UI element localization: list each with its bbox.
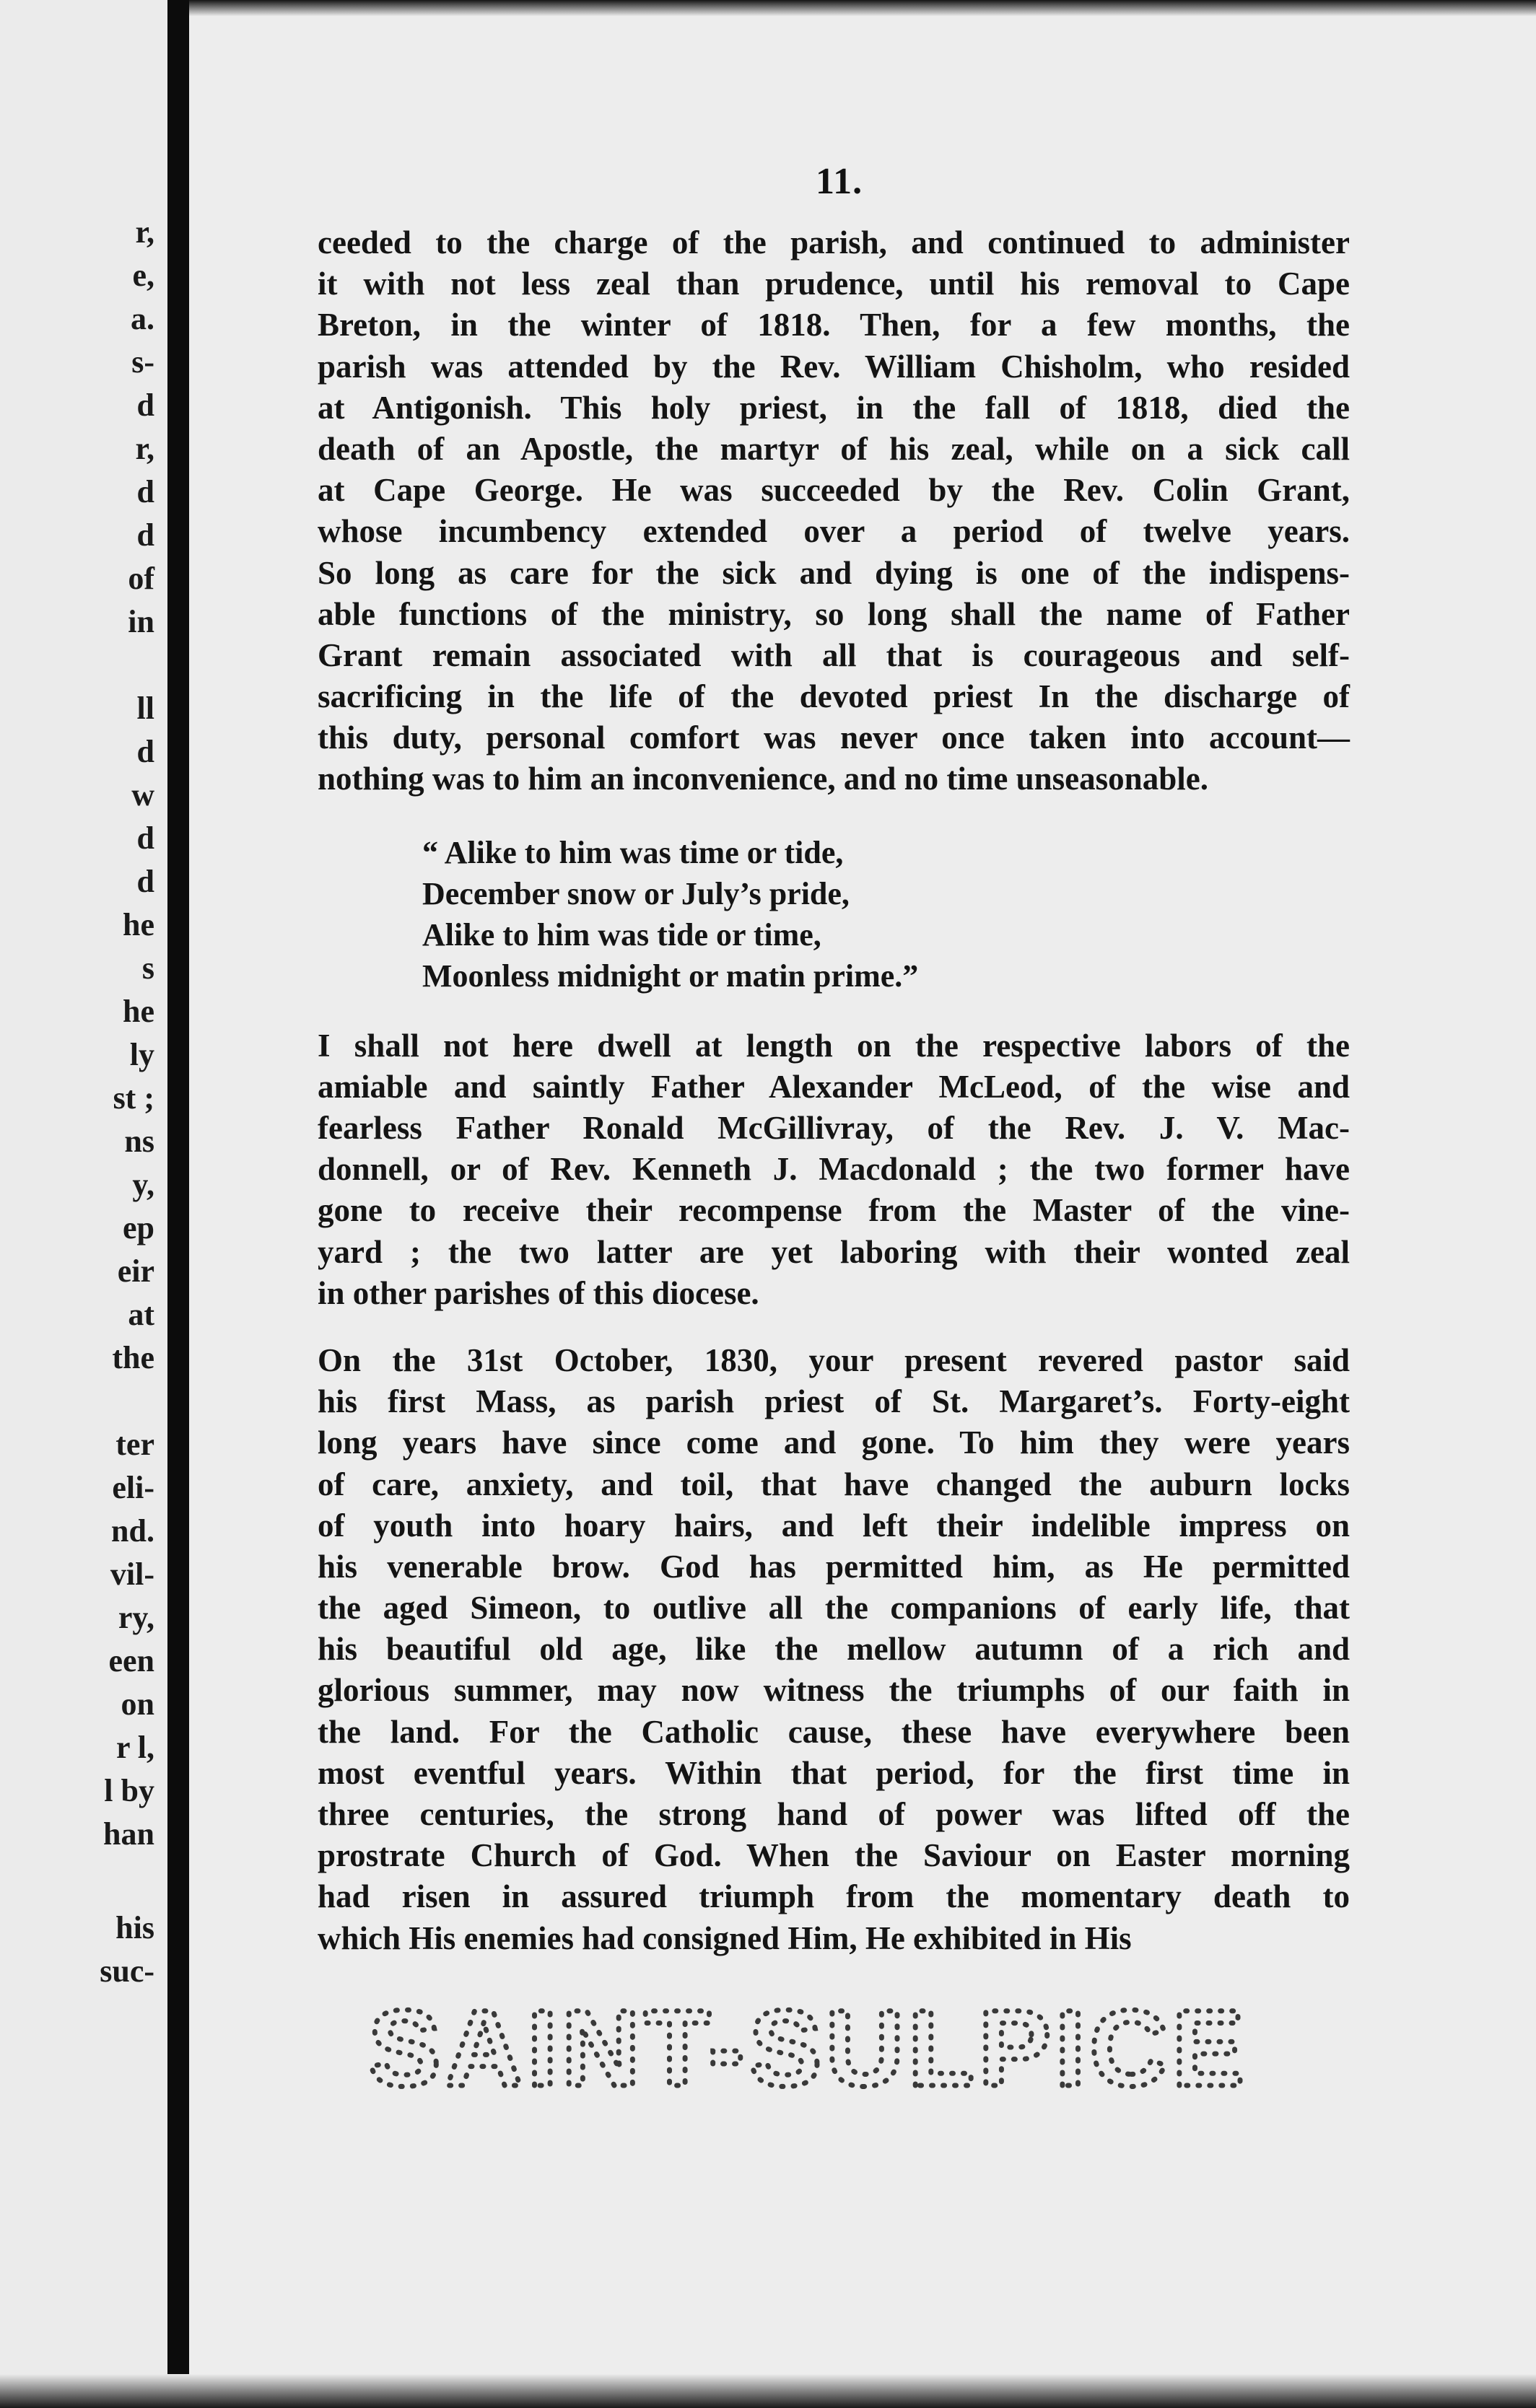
text-line: nothing was to him an inconvenience, and no time unseasonable. [318, 761, 1208, 797]
previous-page-fragment: l by [104, 1773, 154, 1808]
previous-page-fragment: a. [131, 301, 154, 336]
previous-page-fragment: y, [132, 1167, 154, 1202]
text-line: whose incumbency extended over a period of twelve years. [318, 513, 1350, 550]
text-line: which His enemies had consigned Him, He exhibited in His [318, 1919, 1132, 1956]
paragraph-1 [318, 222, 1350, 800]
previous-page-fragment: een [108, 1643, 154, 1678]
previous-page-fragment: w [131, 777, 154, 813]
previous-page-fragment: s [141, 950, 154, 986]
verse-line: December snow or July’s pride, [422, 875, 850, 911]
paragraph-3 [318, 1340, 1350, 1959]
text-line: the aged Simeon, to outlive all the companions of early life, that [318, 1590, 1350, 1627]
text-line: long years have since come and gone. To him they were years [318, 1424, 1350, 1461]
previous-page-fragment: suc- [100, 1953, 154, 1989]
previous-page-fragment: of [128, 561, 154, 596]
previous-page-fragment: d [136, 388, 154, 423]
text-line: So long as care for the sick and dying is one of the indispens- [318, 554, 1350, 591]
text-line: glorious summer, may now witness the triumphs of our faith in [318, 1672, 1350, 1709]
text-line: his first Mass, as parish priest of St. Margaret’s. Forty-eight [318, 1383, 1350, 1420]
text-line: prostrate Church of God. When the Saviour on Easter morning [318, 1837, 1350, 1874]
text-line: of youth into hoary hairs, and left their indelible impress on [318, 1507, 1350, 1544]
text-line: his venerable brow. God has permitted him, as He permitted [318, 1548, 1350, 1585]
previous-page-fragment: r, [135, 214, 154, 250]
top-edge-shadow [189, 0, 1536, 16]
previous-page-fragment: eli- [112, 1470, 154, 1505]
previous-page-fragment: s- [131, 344, 154, 380]
previous-page-fragment: d [136, 864, 154, 899]
previous-page-fragment: he [123, 907, 154, 942]
page-body [318, 222, 1350, 1959]
previous-page-fragment: he [123, 994, 154, 1029]
previous-page-fragment: nd. [111, 1513, 154, 1549]
bottom-edge-shadow [0, 2374, 1536, 2408]
previous-page-fragment: d [136, 734, 154, 769]
previous-page-fragment: r l, [116, 1730, 154, 1765]
previous-page-fragment: his [115, 1910, 154, 1945]
text-line: sacrificing in the life of the devoted priest In the discharge of [318, 678, 1350, 715]
previous-page-fragment: ep [123, 1210, 154, 1245]
text-line: amiable and saintly Father Alexander McLeod, of the wise and [318, 1068, 1350, 1105]
previous-page-fragment: the [112, 1340, 154, 1375]
previous-page-fragment: d [136, 517, 154, 553]
paragraph-gap [318, 1314, 1350, 1340]
stamp-lettering: SAINT-SULPICE [368, 1987, 1249, 2109]
previous-page-fragment: e, [132, 258, 154, 293]
previous-page-fragment: han [103, 1816, 154, 1852]
text-line: gone to receive their recompense from the Master of the vine- [318, 1192, 1350, 1229]
previous-page-fragment: ry, [118, 1600, 154, 1635]
verse-line: Alike to him was tide or time, [422, 916, 821, 953]
perforated-library-stamp [368, 1987, 1249, 2109]
previous-page-fragment: at [128, 1297, 154, 1332]
previous-page-fragment: r, [135, 431, 154, 466]
text-line: most eventful years. Within that period, for the first time in [318, 1754, 1350, 1791]
text-line: this duty, personal comfort was never once taken into account— [318, 719, 1350, 756]
previous-page-fragment: d [136, 474, 154, 509]
book-gutter [167, 0, 189, 2408]
text-line: Grant remain associated with all that is courageous and self- [318, 636, 1350, 673]
text-line: able functions of the ministry, so long shall the name of Father [318, 595, 1350, 632]
text-line: Breton, in the winter of 1818. Then, for a few months, the [318, 307, 1350, 343]
text-line: I shall not here dwell at length on the respective labors of the [318, 1027, 1350, 1064]
text-line: three centuries, the strong hand of power was lifted off the [318, 1796, 1350, 1832]
previous-page-fragment: ll [136, 691, 154, 726]
text-line: On the 31st October, 1830, your present revered pastor said [318, 1341, 1350, 1378]
verse-quotation [422, 832, 1350, 997]
text-line: ceeded to the charge of the parish, and continued to administer [318, 224, 1350, 260]
text-line: the land. For the Catholic cause, these have everywhere been [318, 1713, 1350, 1750]
text-line: death of an Apostle, the martyr of his zeal, while on a sick call [318, 430, 1350, 467]
text-line: fearless Father Ronald McGillivray, of the Rev. J. V. Mac- [318, 1110, 1350, 1146]
text-line: at Cape George. He was succeeded by the Rev. Colin Grant, [318, 472, 1350, 509]
previous-page-fragment: eir [117, 1253, 154, 1289]
text-line: donnell, or of Rev. Kenneth J. Macdonald ; the two former have [318, 1151, 1350, 1188]
text-line: at Antigonish. This holy priest, in the fall of 1818, died the [318, 389, 1350, 426]
previous-page-line-fragments [0, 0, 167, 2408]
previous-page-fragment: vil- [110, 1557, 154, 1592]
verse-line: “ Alike to him was time or tide, [422, 834, 844, 870]
previous-page-fragment: on [121, 1686, 154, 1722]
previous-page-edge [0, 0, 167, 2408]
text-line: it with not less zeal than prudence, until his removal to Cape [318, 266, 1350, 302]
text-line: had risen in assured triumph from the momentary death to [318, 1878, 1350, 1915]
verse-line: Moonless midnight or matin prime.” [422, 958, 919, 994]
page-number: 11. [816, 161, 863, 202]
text-line: parish was attended by the Rev. William Chisholm, who resided [318, 348, 1350, 385]
previous-page-fragment: d [136, 820, 154, 856]
text-line: in other parishes of this diocese. [318, 1274, 759, 1311]
paragraph-2 [318, 1025, 1350, 1314]
previous-page-fragment: ter [115, 1427, 154, 1462]
text-line: of care, anxiety, and toil, that have changed the auburn locks [318, 1466, 1350, 1502]
previous-page-fragment: ns [124, 1124, 154, 1159]
previous-page-fragment: st ; [113, 1080, 154, 1116]
text-line: his beautiful old age, like the mellow autumn of a rich and [318, 1631, 1350, 1668]
previous-page-fragment: in [128, 604, 154, 639]
previous-page-fragment: ly [129, 1037, 154, 1072]
text-line: yard ; the two latter are yet laboring with their wonted zeal [318, 1233, 1350, 1270]
